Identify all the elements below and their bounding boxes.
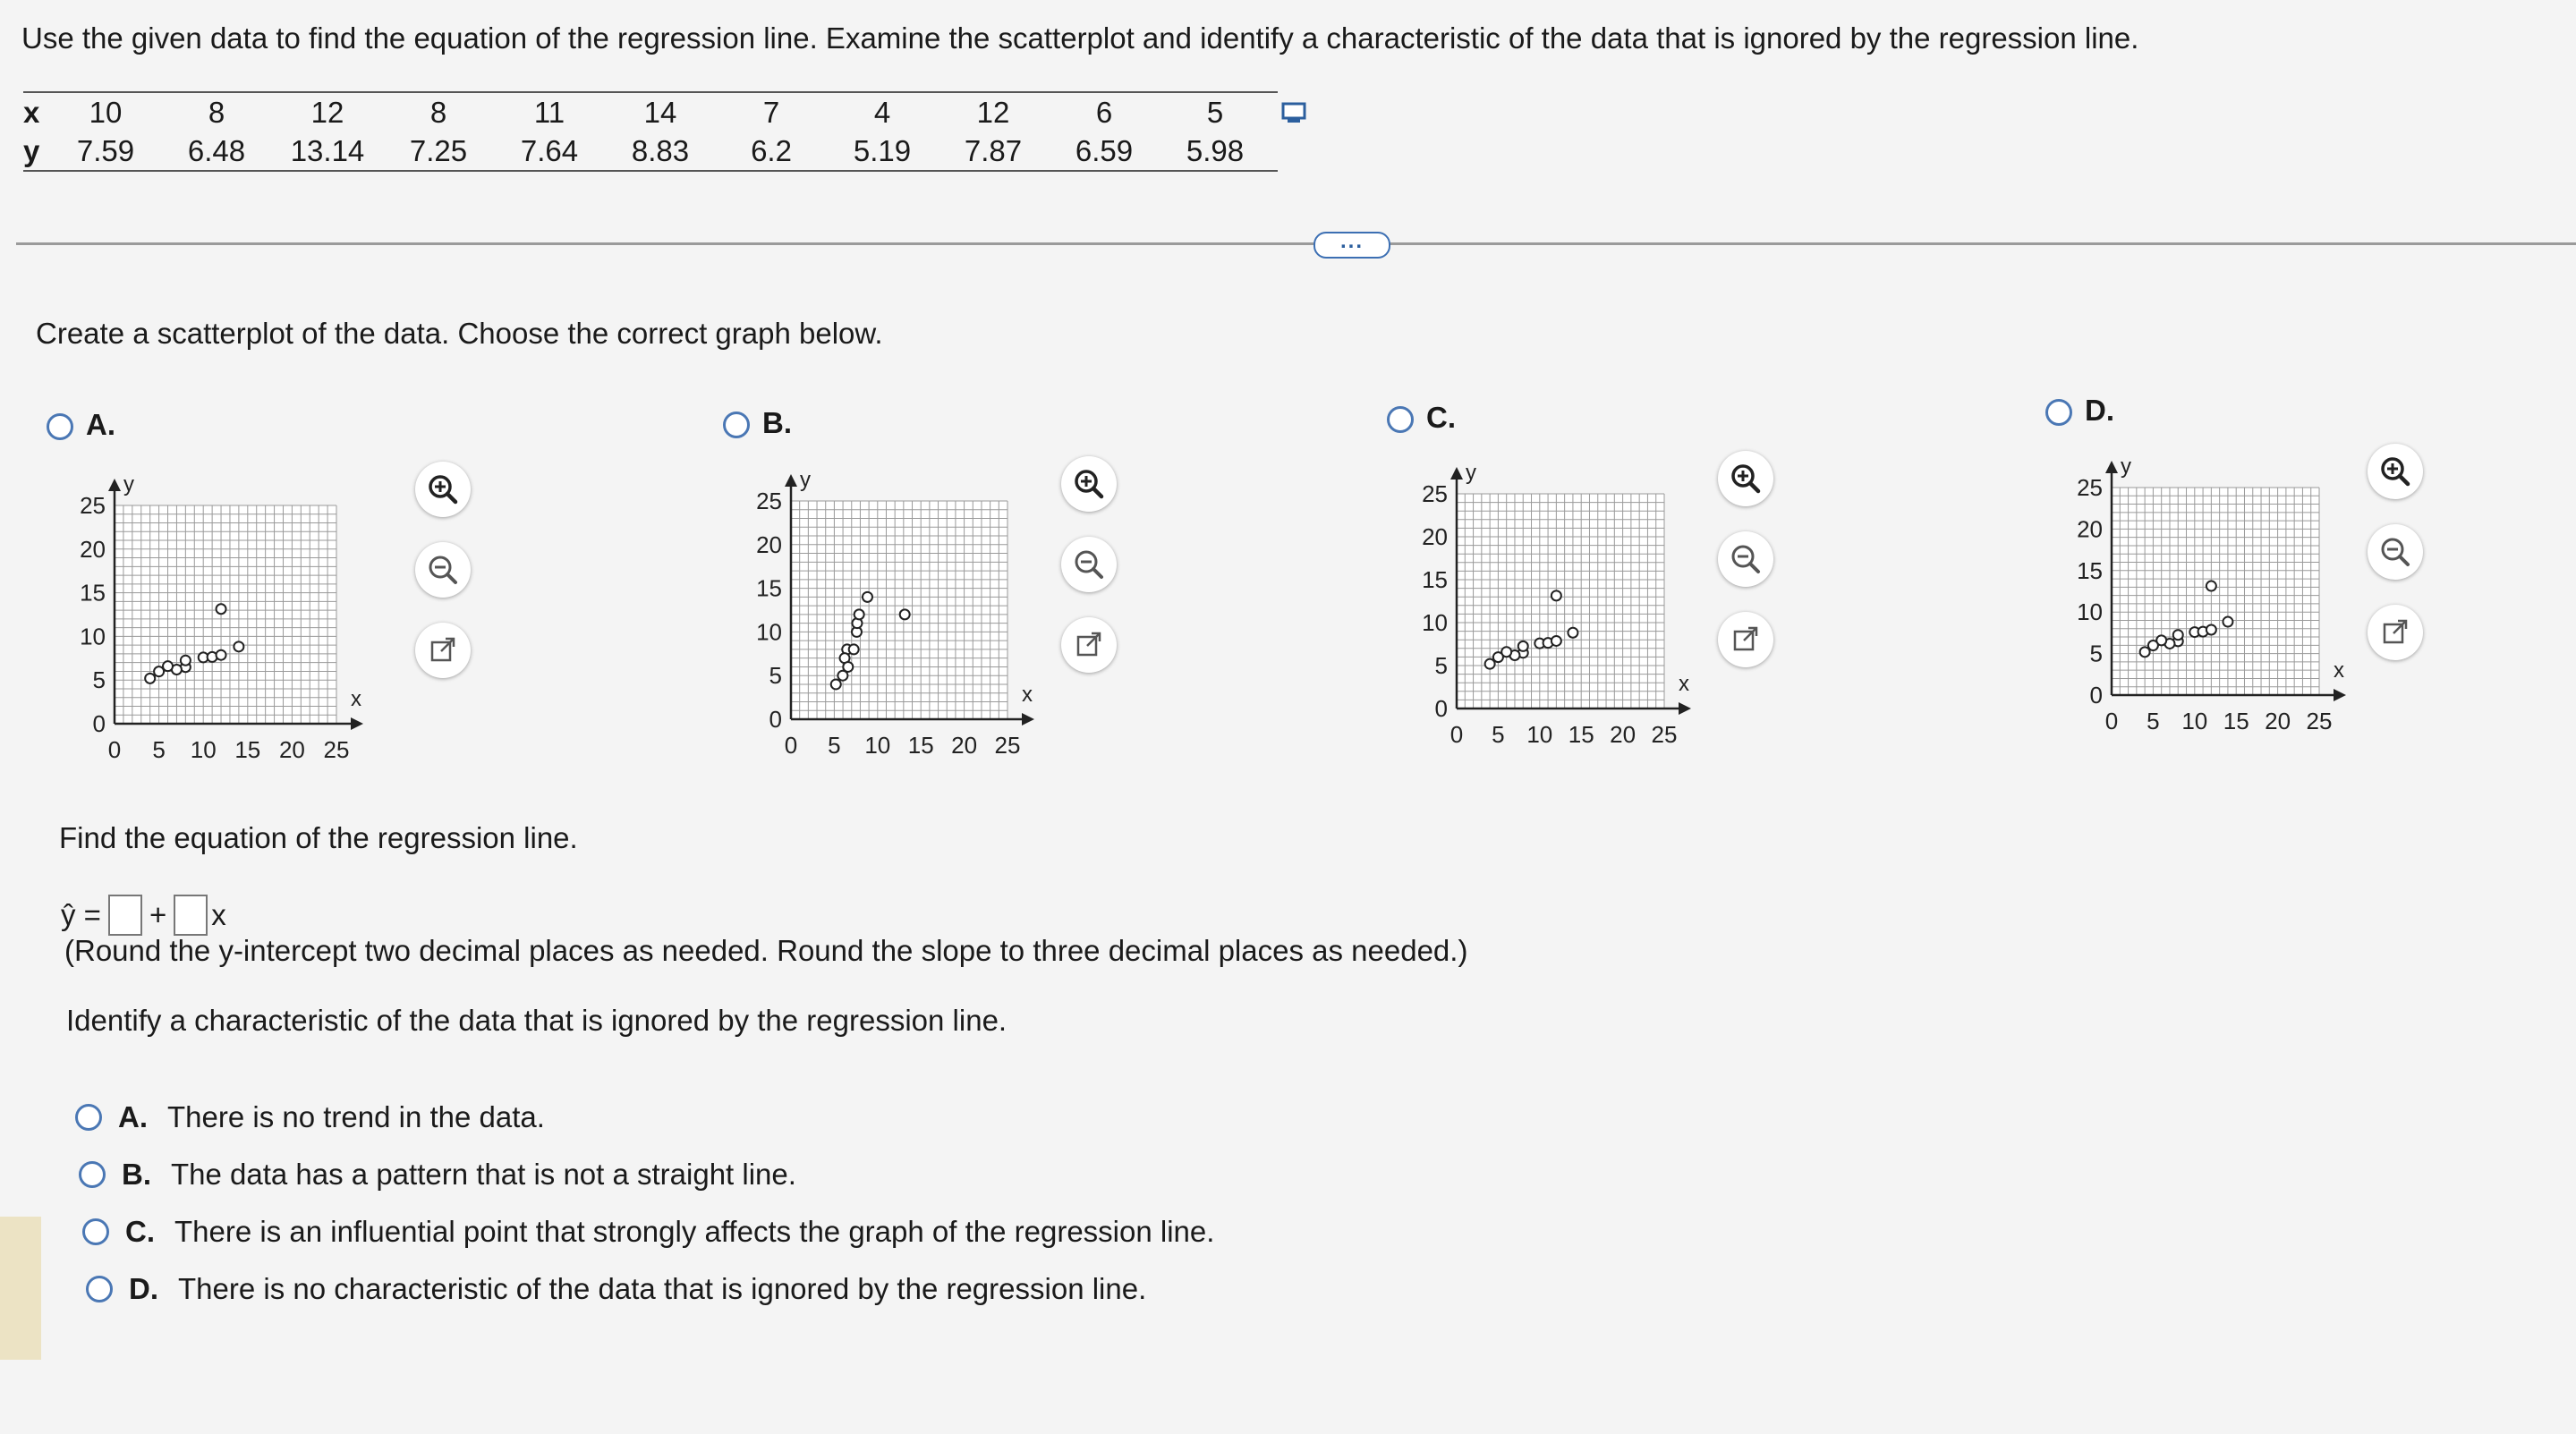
y-tick-label: 0: [92, 710, 106, 737]
y-cell: 13.14: [290, 133, 365, 167]
option-letter: D.: [129, 1272, 158, 1305]
characteristic-prompt: Identify a characteristic of the data that is ignored by the regression line.: [66, 1004, 1007, 1037]
data-point: [2173, 630, 2183, 640]
y-tick-label: 10: [1422, 609, 1448, 636]
x-axis-arrow: [351, 717, 363, 730]
expand-more-button[interactable]: ...: [1314, 232, 1390, 259]
scatterplot-d[interactable]: [2049, 452, 2364, 753]
regression-prompt: Find the equation of the regression line.: [59, 821, 578, 854]
x-cell: 10: [89, 95, 123, 129]
x-tick-label: 10: [190, 736, 217, 763]
graph-option-letter: D.: [2085, 394, 2114, 427]
y-row: [23, 132, 1278, 170]
open-external-icon[interactable]: [1061, 617, 1117, 673]
option-letter: B.: [122, 1158, 151, 1191]
y-cell: 5.19: [853, 133, 912, 167]
x-tick-label: 15: [234, 736, 261, 763]
y-tick-label: 10: [756, 618, 782, 646]
option-text: There is no characteristic of the data that is ignored by the regression line.: [178, 1272, 1147, 1305]
data-point: [900, 609, 910, 619]
graph-option-letter: B.: [762, 406, 792, 439]
data-point: [217, 604, 226, 614]
x-tick-label: 0: [784, 732, 798, 759]
data-point: [2206, 624, 2216, 634]
x-tick-label: 0: [2104, 708, 2119, 734]
graph-option-radio-d[interactable]: [2045, 399, 2072, 426]
characteristic-option-d[interactable]: [86, 1272, 1146, 1306]
y-axis-arrow: [108, 479, 121, 491]
y-cell: 8.83: [631, 133, 690, 167]
option-text: The data has a pattern that is not a straight line.: [171, 1158, 796, 1191]
y-cell: 6.2: [751, 133, 792, 167]
data-point: [831, 679, 841, 689]
x-cell: 6: [1095, 95, 1113, 129]
y-cell: 6.59: [1075, 133, 1134, 167]
data-point: [837, 671, 847, 681]
x-tick-label: 15: [1568, 721, 1594, 748]
radio-a[interactable]: [75, 1104, 102, 1131]
y-tick-label: 5: [1434, 652, 1448, 679]
zoom-out-icon[interactable]: [1718, 531, 1773, 587]
y-tick-label: 15: [80, 579, 106, 607]
x-tick-label: 5: [152, 736, 166, 763]
y-tick-label: 5: [2089, 640, 2103, 667]
data-point: [1493, 652, 1503, 662]
scatterplot-a[interactable]: [52, 470, 381, 782]
zoom-out-icon[interactable]: [1061, 537, 1117, 592]
scatterplot-b[interactable]: [728, 465, 1052, 777]
y-tick-label: 10: [80, 623, 106, 650]
data-point: [217, 650, 226, 660]
zoom-in-icon[interactable]: [1718, 451, 1773, 506]
data-point: [2148, 641, 2158, 650]
zoom-in-icon[interactable]: [415, 462, 471, 517]
y-tick-label: 20: [1422, 523, 1448, 550]
characteristic-option-a[interactable]: [75, 1100, 545, 1134]
data-point: [854, 609, 864, 619]
y-axis-label: y: [123, 472, 134, 496]
data-point: [1568, 628, 1577, 638]
y-axis-arrow: [2105, 461, 2118, 473]
data-point: [863, 592, 872, 602]
zoom-in-icon[interactable]: [1061, 456, 1117, 512]
radio-c[interactable]: [82, 1218, 109, 1245]
x-tick-label: 0: [1450, 721, 1464, 748]
x-row: [23, 93, 1278, 132]
data-point: [1552, 636, 1561, 646]
data-table: [23, 91, 1278, 172]
graph-option-radio-c[interactable]: [1387, 406, 1414, 433]
y-tick-label: 25: [1422, 480, 1448, 507]
x-axis-label: x: [351, 687, 361, 711]
y-axis-arrow: [1450, 467, 1463, 479]
rounding-note: (Round the y-intercept two decimal places as needed. Round the slope to three decimal places as needed.): [64, 934, 1468, 967]
y-cell: 7.87: [964, 133, 1023, 167]
graph-option-letter: A.: [86, 408, 115, 441]
x-tick-label: 20: [278, 736, 305, 763]
left-highlight-bar: [0, 1217, 41, 1360]
x-axis-label: x: [1679, 672, 1689, 696]
data-point: [2223, 617, 2232, 627]
x-axis-label: x: [1022, 683, 1033, 707]
scatterplot-c[interactable]: [1394, 458, 1709, 767]
x-tick-label: 10: [1526, 721, 1553, 748]
plus-sign: +: [149, 898, 167, 931]
x-cell: 12: [976, 95, 1010, 129]
y-tick-label: 10: [2077, 598, 2103, 626]
data-point: [849, 644, 859, 654]
graph-option-letter: C.: [1426, 401, 1456, 434]
y-cell: 5.98: [1186, 133, 1245, 167]
y-tick-label: 0: [769, 706, 782, 733]
open-external-icon[interactable]: [415, 623, 471, 678]
yhat-label: ŷ =: [61, 898, 101, 931]
x-variable: x: [211, 898, 226, 931]
y-axis-label: y: [1466, 461, 1476, 485]
question-text: Use the given data to find the equation of the regression line. Examine the scatterplot and identify a characteristic of the data that is ignored by the regression line.: [21, 21, 2139, 55]
x-row-label: x: [23, 95, 40, 129]
option-text: There is an influential point that strongly affects the graph of the regression line.: [174, 1215, 1215, 1248]
x-tick-label: 10: [2181, 708, 2208, 734]
y-tick-label: 25: [2077, 474, 2103, 501]
x-axis-arrow: [1679, 702, 1691, 715]
graph-option-radio-b[interactable]: [723, 412, 750, 438]
characteristic-option-c[interactable]: [82, 1215, 1214, 1249]
x-tick-label: 5: [828, 732, 841, 759]
x-cell: 5: [1206, 95, 1224, 129]
radio-d[interactable]: [86, 1276, 113, 1302]
regression-equation: [61, 895, 226, 936]
y-tick-label: 25: [80, 492, 106, 519]
data-point: [1552, 590, 1561, 600]
x-tick-label: 5: [1492, 721, 1505, 748]
y-axis-label: y: [2121, 454, 2131, 479]
scatter-prompt: Create a scatterplot of the data. Choose the correct graph below.: [36, 317, 883, 350]
y-tick-label: 0: [2089, 682, 2103, 709]
x-tick-label: 25: [323, 736, 350, 763]
section-divider: [16, 242, 2576, 245]
data-point: [181, 656, 191, 666]
x-cell: 12: [310, 95, 344, 129]
y-tick-label: 5: [769, 662, 782, 690]
y-cell: 6.48: [187, 133, 246, 167]
x-tick-label: 15: [907, 732, 934, 759]
x-axis-arrow: [2334, 689, 2346, 701]
x-cell: 8: [429, 95, 447, 129]
x-tick-label: 25: [2306, 708, 2333, 734]
x-cell: 8: [208, 95, 225, 129]
x-tick-label: 15: [2223, 708, 2249, 734]
option-letter: C.: [125, 1215, 155, 1248]
y-tick-label: 15: [2077, 556, 2103, 584]
x-tick-label: 20: [951, 732, 978, 759]
option-letter: A.: [118, 1100, 148, 1133]
y-row-label: y: [23, 133, 40, 167]
x-cell: 14: [643, 95, 677, 129]
y-axis-arrow: [785, 474, 797, 487]
x-axis-label: x: [2334, 658, 2344, 683]
copy-data-icon[interactable]: [1281, 102, 1308, 125]
x-tick-label: 10: [864, 732, 891, 759]
y-cell: 7.59: [76, 133, 135, 167]
y-tick-label: 20: [2077, 515, 2103, 543]
y-tick-label: 20: [756, 530, 782, 558]
x-cell: 11: [533, 95, 565, 129]
slope-input[interactable]: [174, 895, 208, 936]
data-point: [145, 674, 155, 683]
y-tick-label: 25: [756, 488, 782, 514]
y-tick-label: 15: [756, 574, 782, 602]
x-axis-arrow: [1022, 713, 1034, 725]
x-tick-label: 25: [994, 732, 1021, 759]
x-tick-label: 20: [2265, 708, 2291, 734]
y-tick-label: 5: [92, 666, 106, 694]
x-tick-label: 5: [2147, 708, 2160, 734]
open-external-icon[interactable]: [1718, 612, 1773, 667]
open-external-icon[interactable]: [2368, 605, 2423, 660]
y-cell: 7.64: [520, 133, 579, 167]
data-point: [154, 666, 164, 676]
data-point: [1518, 641, 1528, 651]
x-tick-label: 0: [107, 736, 122, 763]
data-point: [2206, 581, 2216, 591]
zoom-out-icon[interactable]: [2368, 524, 2423, 580]
y-axis-label: y: [800, 468, 811, 492]
y-tick-label: 0: [1434, 695, 1448, 722]
zoom-out-icon[interactable]: [415, 542, 471, 598]
data-point: [234, 641, 243, 651]
y-cell: 7.25: [409, 133, 468, 167]
x-tick-label: 25: [1651, 721, 1678, 748]
characteristic-option-b[interactable]: [79, 1158, 796, 1192]
intercept-input[interactable]: [108, 895, 142, 936]
option-text: There is no trend in the data.: [167, 1100, 545, 1133]
y-tick-label: 15: [1422, 566, 1448, 593]
radio-b[interactable]: [79, 1161, 106, 1188]
x-cell: 7: [762, 95, 780, 129]
x-tick-label: 20: [1610, 721, 1637, 748]
y-tick-label: 20: [80, 535, 106, 563]
x-cell: 4: [873, 95, 891, 129]
data-point: [1485, 659, 1495, 669]
graph-option-radio-a[interactable]: [47, 413, 73, 440]
zoom-in-icon[interactable]: [2368, 444, 2423, 499]
